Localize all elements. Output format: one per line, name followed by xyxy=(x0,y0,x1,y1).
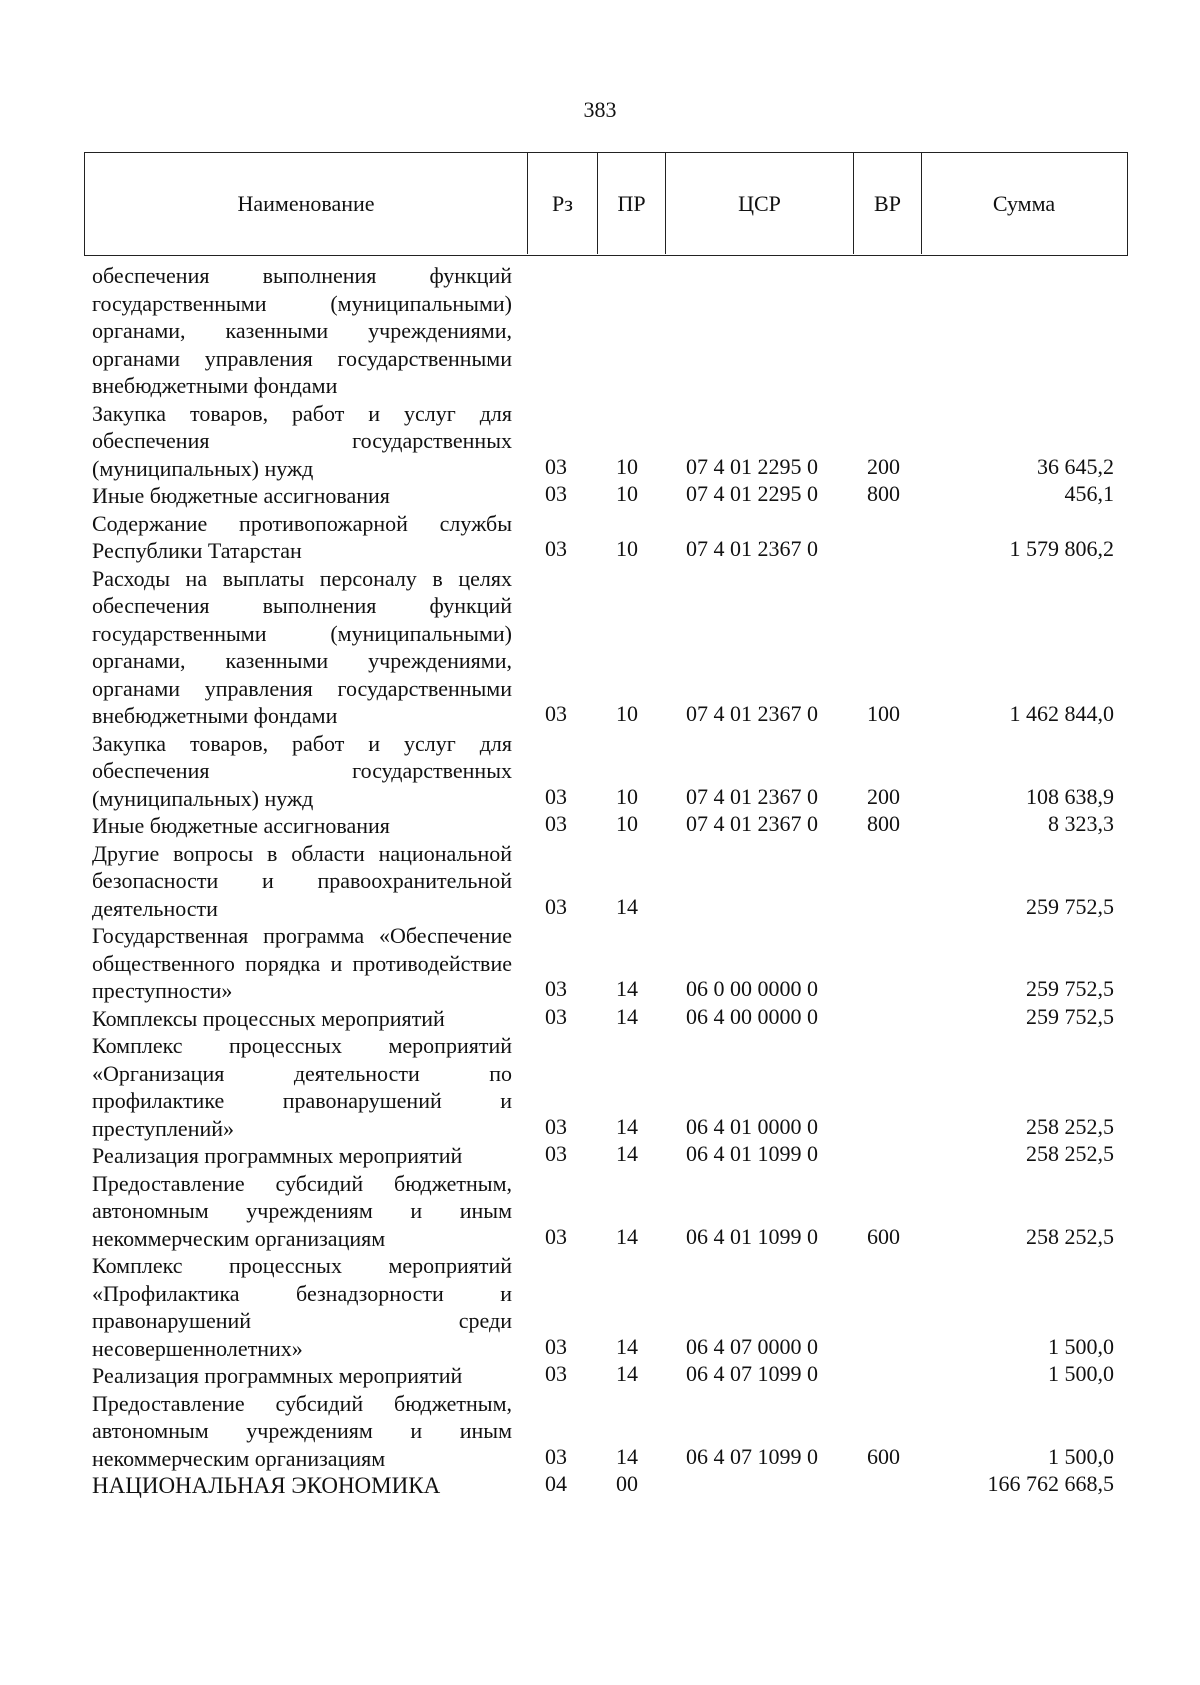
table-row xyxy=(0,1472,1200,1500)
row-rz: 03 xyxy=(545,536,567,561)
row-sum: 36 645,2 xyxy=(1037,453,1114,479)
row-pr: 14 xyxy=(616,976,638,1001)
table-row xyxy=(0,812,1200,840)
row-rz: 03 xyxy=(545,1333,567,1359)
row-name: Закупка товаров, работ и услуг для обеспечения государственных (муниципальных) нужд xyxy=(92,400,512,481)
row-csr: 07 4 01 2367 0 xyxy=(686,536,818,561)
row-csr: 07 4 01 2367 0 xyxy=(686,701,818,726)
row-pr: 14 xyxy=(616,1113,638,1139)
row-name: Расходы на выплаты персоналу в целях обеспечения выполнения функций государственными (муниципальными) органами, казенными учреждениями, органами управления государственными внебюджетными фондами xyxy=(92,565,512,728)
table-row xyxy=(0,1362,1200,1390)
row-name: Реализация программных мероприятий xyxy=(92,1363,463,1388)
table-row xyxy=(0,1390,1200,1473)
row-csr: 07 4 01 2295 0 xyxy=(686,453,818,479)
column-header-vr: ВР xyxy=(854,153,922,254)
row-pr: 10 xyxy=(616,536,638,561)
table-row xyxy=(0,565,1200,730)
row-pr: 14 xyxy=(616,1003,638,1029)
row-pr: 14 xyxy=(616,1141,638,1166)
row-name: Закупка товаров, работ и услуг для обеспечения государственных (муниципальных) нужд xyxy=(92,730,512,811)
table-row xyxy=(0,510,1200,565)
column-header-sum: Сумма xyxy=(992,190,1056,216)
row-csr: 06 4 01 1099 0 xyxy=(686,1141,818,1166)
table-row xyxy=(0,1252,1200,1362)
row-sum: 259 752,5 xyxy=(1026,893,1114,919)
column-header-csr: ЦСР xyxy=(666,153,854,254)
row-sum: 456,1 xyxy=(1064,481,1114,506)
row-rz: 03 xyxy=(545,893,567,919)
row-rz: 04 xyxy=(545,1471,567,1496)
row-name: Иные бюджетные ассигнования xyxy=(92,813,390,838)
table-row xyxy=(0,840,1200,923)
row-pr: 10 xyxy=(616,453,638,479)
row-vr: 100 xyxy=(867,701,900,726)
row-rz: 03 xyxy=(545,811,567,836)
row-csr: 07 4 01 2367 0 xyxy=(686,811,818,836)
row-name: Реализация программных мероприятий xyxy=(92,1143,463,1168)
table-row xyxy=(0,262,1200,400)
row-pr: 14 xyxy=(616,893,638,919)
table-row xyxy=(0,1142,1200,1170)
row-sum: 166 762 668,5 xyxy=(987,1471,1114,1496)
row-vr: 200 xyxy=(867,783,900,809)
row-pr: 10 xyxy=(616,783,638,809)
row-rz: 03 xyxy=(545,453,567,479)
row-sum: 1 500,0 xyxy=(1048,1443,1114,1469)
table-row xyxy=(0,1170,1200,1253)
row-rz: 03 xyxy=(545,481,567,506)
row-rz: 03 xyxy=(545,701,567,726)
row-vr: 800 xyxy=(867,811,900,836)
table-row xyxy=(0,730,1200,813)
row-rz: 03 xyxy=(545,1361,567,1386)
row-name: Комплекс процессных мероприятий «Организация деятельности по профилактике правонарушений и преступлений» xyxy=(92,1033,512,1141)
row-sum: 258 252,5 xyxy=(1026,1141,1114,1166)
row-sum: 258 252,5 xyxy=(1026,1223,1114,1249)
row-rz: 03 xyxy=(545,1141,567,1166)
row-vr: 600 xyxy=(867,1443,900,1469)
row-sum: 259 752,5 xyxy=(1026,1003,1114,1029)
row-sum: 108 638,9 xyxy=(1026,783,1114,809)
page-number: 383 xyxy=(583,97,617,122)
row-name: обеспечения выполнения функций государственными (муниципальными) органами, казенными учреждениями, органами управления государственными внебюджетными фондами xyxy=(92,263,512,398)
column-header-rz: Рз xyxy=(528,153,598,254)
row-name: Другие вопросы в области национальной безопасности и правоохранительной деятельности xyxy=(92,840,512,921)
row-rz: 03 xyxy=(545,1003,567,1029)
row-sum: 1 579 806,2 xyxy=(1009,536,1114,561)
column-header-name: Наименование xyxy=(85,153,528,254)
row-pr: 10 xyxy=(616,811,638,836)
row-name: Государственная программа «Обеспечение общественного порядка и противодействие преступности» xyxy=(92,923,512,1003)
row-name: Предоставление субсидий бюджетным, автономным учреждениям и иным некоммерческим организациям xyxy=(92,1170,512,1251)
table-body xyxy=(0,262,1200,1500)
row-pr: 10 xyxy=(616,701,638,726)
row-name: Содержание противопожарной службы Республики Татарстан xyxy=(92,510,512,563)
row-rz: 03 xyxy=(545,1223,567,1249)
row-name: Комплекс процессных мероприятий «Профилактика безнадзорности и правонарушений среди несовершеннолетних» xyxy=(92,1253,512,1361)
table-row xyxy=(0,1032,1200,1142)
table-row xyxy=(0,922,1200,1005)
row-csr: 06 4 01 0000 0 xyxy=(686,1113,818,1139)
row-sum: 1 500,0 xyxy=(1048,1361,1114,1386)
row-sum: 258 252,5 xyxy=(1026,1113,1114,1139)
table-row xyxy=(0,1005,1200,1033)
row-pr: 14 xyxy=(616,1223,638,1249)
column-header-pr: ПР xyxy=(598,153,666,254)
row-vr: 200 xyxy=(867,453,900,479)
row-pr: 10 xyxy=(616,481,638,506)
row-rz: 03 xyxy=(545,1113,567,1139)
row-csr: 06 4 07 1099 0 xyxy=(686,1443,818,1469)
row-vr: 600 xyxy=(867,1223,900,1249)
row-name: Комплексы процессных мероприятий xyxy=(92,1005,445,1031)
row-rz: 03 xyxy=(545,976,567,1001)
row-csr: 06 4 01 1099 0 xyxy=(686,1223,818,1249)
row-csr: 06 0 00 0000 0 xyxy=(686,976,818,1001)
row-name: Предоставление субсидий бюджетным, автономным учреждениям и иным некоммерческим организациям xyxy=(92,1390,512,1471)
row-csr: 07 4 01 2295 0 xyxy=(686,481,818,506)
row-rz: 03 xyxy=(545,783,567,809)
table-header xyxy=(84,152,1128,256)
row-sum: 1 500,0 xyxy=(1048,1333,1114,1359)
row-pr: 00 xyxy=(616,1471,638,1496)
row-pr: 14 xyxy=(616,1443,638,1469)
table-row xyxy=(0,400,1200,483)
row-csr: 06 4 00 0000 0 xyxy=(686,1003,818,1029)
row-rz: 03 xyxy=(545,1443,567,1469)
row-csr: 06 4 07 1099 0 xyxy=(686,1361,818,1386)
table-row xyxy=(0,482,1200,510)
row-csr: 06 4 07 0000 0 xyxy=(686,1333,818,1359)
row-sum: 259 752,5 xyxy=(1026,976,1114,1001)
row-pr: 14 xyxy=(616,1361,638,1386)
row-vr: 800 xyxy=(867,481,900,506)
row-sum: 1 462 844,0 xyxy=(1009,701,1114,726)
row-csr: 07 4 01 2367 0 xyxy=(686,783,818,809)
row-name: НАЦИОНАЛЬНАЯ ЭКОНОМИКА xyxy=(92,1473,441,1498)
row-name: Иные бюджетные ассигнования xyxy=(92,483,390,508)
row-pr: 14 xyxy=(616,1333,638,1359)
row-sum: 8 323,3 xyxy=(1048,811,1114,836)
